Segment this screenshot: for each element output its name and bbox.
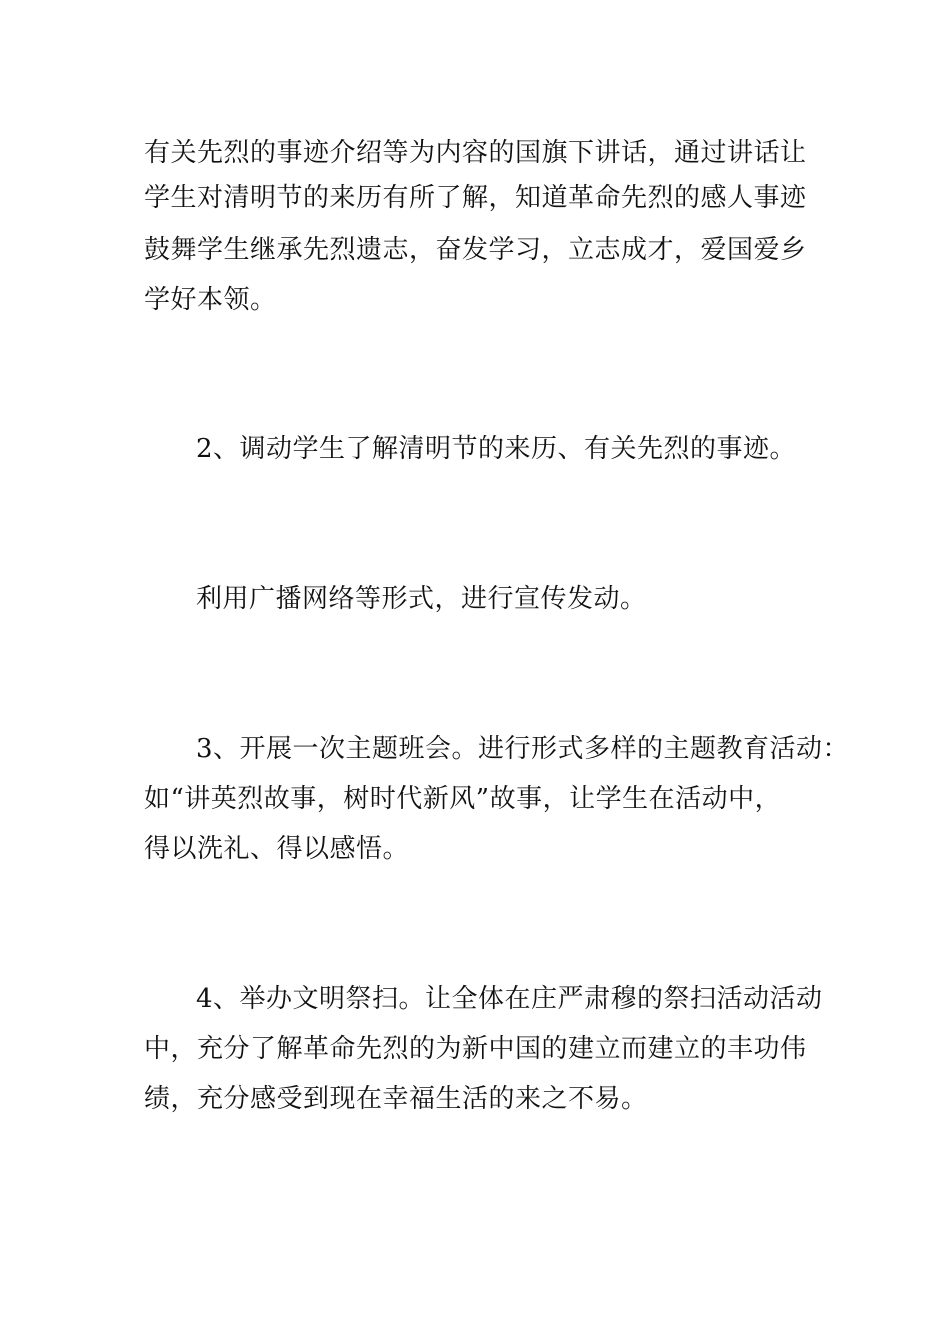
paragraph-line: 学生对清明节的来历有所了解，知道革命先烈的感人事迹 bbox=[144, 183, 807, 213]
paragraph-line: 有关先烈的事迹介绍等为内容的国旗下讲话，通过讲话让 bbox=[144, 138, 807, 168]
paragraph-line: 学好本领。 bbox=[144, 285, 277, 315]
paragraph-line: 利用广播网络等形式，进行宣传发动。 bbox=[196, 584, 647, 614]
paragraph-line: 得以洗礼、得以感悟。 bbox=[144, 834, 410, 864]
paragraph-line: 4、举办文明祭扫。让全体在庄严肃穆的祭扫活动活动 bbox=[196, 984, 823, 1014]
paragraph-line: 如“讲英烈故事，树时代新风”故事，让学生在活动中， bbox=[144, 784, 782, 814]
paragraph-line: 鼓舞学生继承先烈遗志，奋发学习，立志成才，爱国爱乡 bbox=[144, 235, 807, 265]
paragraph-line: 绩，充分感受到现在幸福生活的来之不易。 bbox=[144, 1084, 648, 1114]
paragraph-line: 3、开展一次主题班会。进行形式多样的主题教育活动： bbox=[196, 734, 850, 764]
paragraph-line: 2、调动学生了解清明节的来历、有关先烈的事迹。 bbox=[196, 434, 797, 464]
paragraph-line: 中，充分了解革命先烈的为新中国的建立而建立的丰功伟 bbox=[144, 1034, 807, 1064]
